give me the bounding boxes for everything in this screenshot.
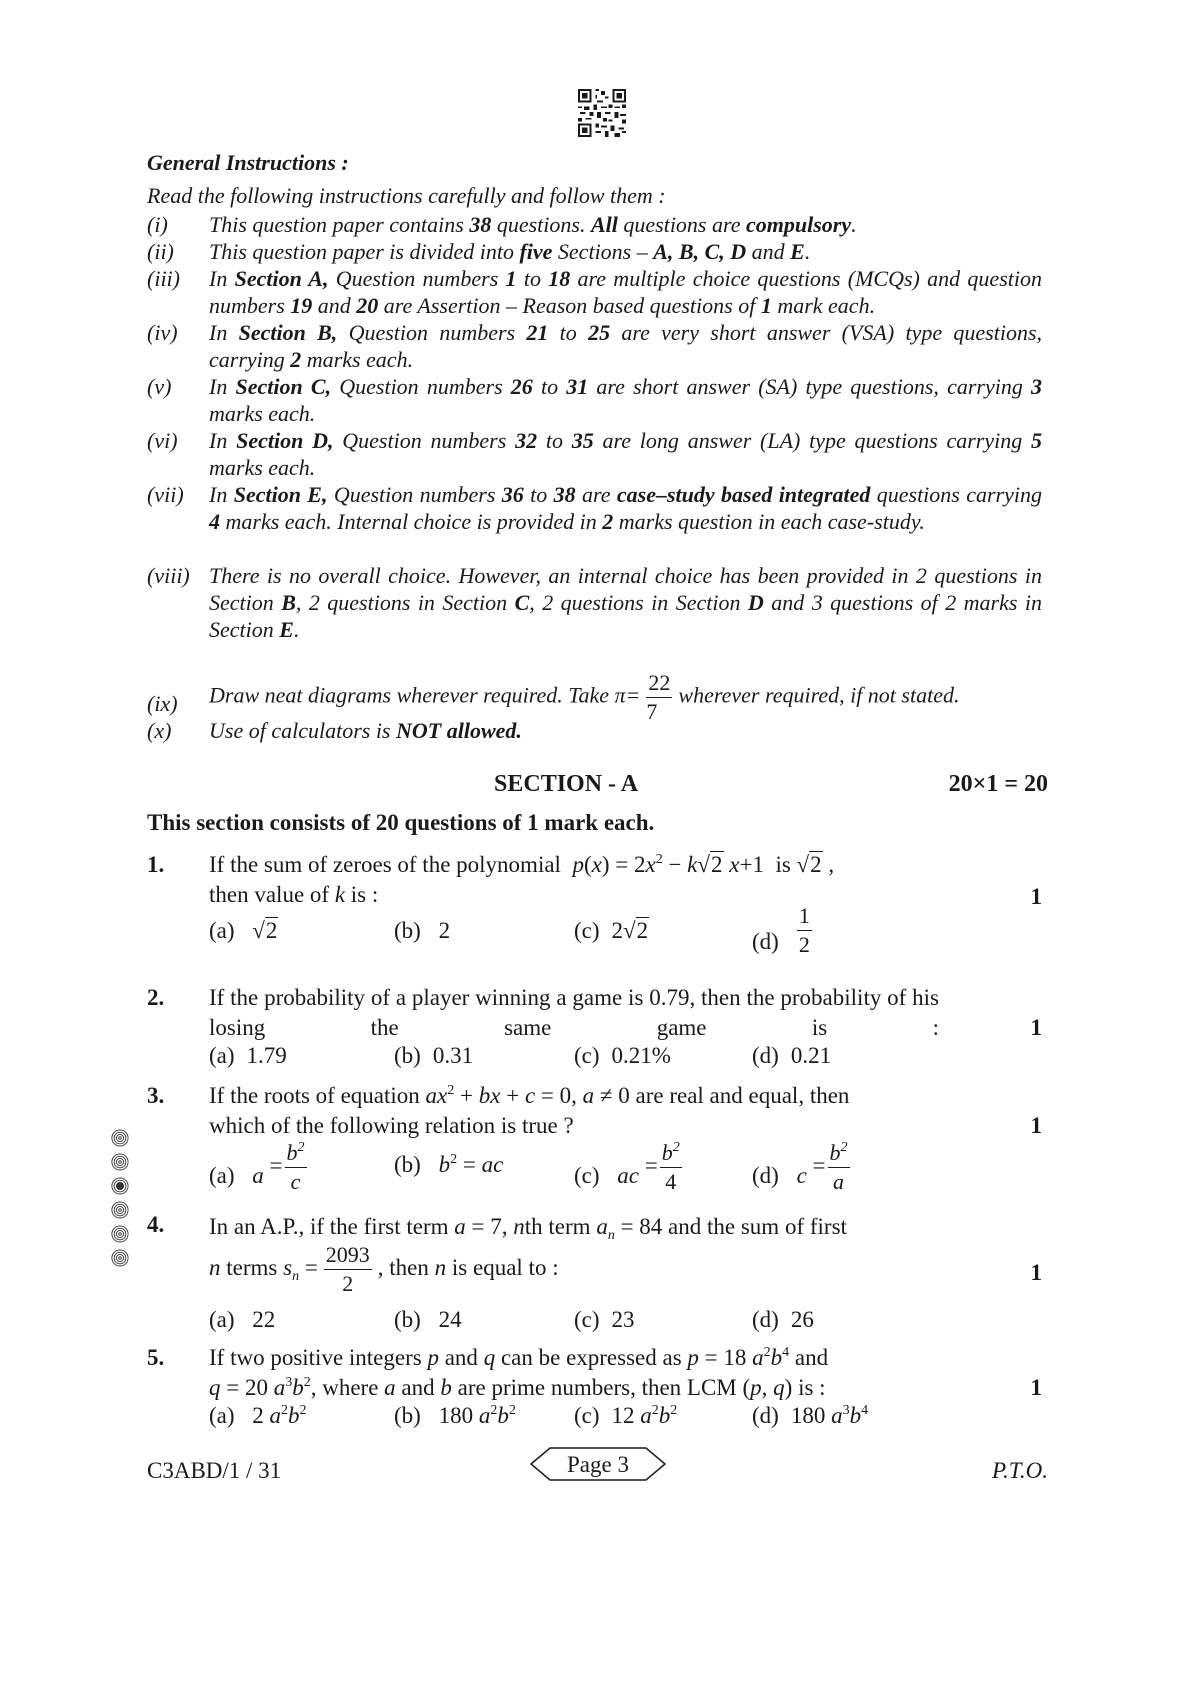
option-b[interactable]: (b) 24 [394,1307,462,1332]
option-c[interactable]: (c) 0.21% [574,1043,671,1068]
instruction-item: (ii) This question paper is divided into five Sections – A, B, C, D and E. [147,239,811,264]
option-d[interactable]: (d) 26 [752,1307,814,1332]
instruction-item: (i) This question paper contains 38 questions. All questions are compulsory. [147,212,857,237]
question-1: 1. If the sum of zeroes of the polynomial $p(x) = 2x^2 - k√2$ x+1 is √2 , then value of k is : 1 [147,850,1042,910]
instructions-intro: Read the following instructions carefully and follow them : [147,183,666,208]
option-a[interactable]: (a) 1.79 [209,1043,287,1068]
question-mark: 1 [1030,1375,1042,1400]
margin-spiral-marks [111,1129,131,1273]
options-q1 [209,903,909,958]
instruction-item: (iv) In Section B, Question numbers 21 to 25 are very short answer (VSA) type questions, carrying 2 marks each. [147,320,1043,372]
instruction-item: (v) In Section C, Question numbers 26 to 31 are short answer (SA) type questions, carrying 3 marks each. [147,374,1042,426]
option-d[interactable]: (d) $\frac{1}{2}$ [752,903,810,957]
paper-code: C3ABD/1 / 31 [147,1458,282,1483]
instruction-item: (viii) There is no overall choice. However, an internal choice has been provided in 2 questions in Section B, 2 questions in Section C, 2 questions in Section D and 3 questions of 2 marks in Section E. [147,563,1042,642]
question-mark: 1 [1030,884,1042,909]
option-b[interactable]: (b) 2 [394,918,451,943]
section-title: SECTION - A [494,771,639,797]
options-q5 [209,1403,909,1443]
options-q3 [209,1142,909,1200]
spiral-icon [111,1153,129,1171]
question-4: 4. In an A.P., if the first term a = 7, nth term $a_n = 84$ and the sum of first n terms $s_n$ = $\frac{2093}{2}$ , then n is equal to : 1 [147,1212,1042,1296]
spiral-icon [111,1201,129,1219]
question-2: 2. If the probability of a player winning a game is 0.79, then the probability of his losing the same game is : 1 [147,983,1042,1043]
spiral-icon [111,1129,129,1147]
pi-fraction: $\frac{22}{7}$ [646,670,671,724]
option-a[interactable]: (a) a = $\frac{b^2}{c}$ [209,1140,305,1194]
spiral-filled-icon [111,1177,129,1195]
instruction-item: (iii) In Section A, Question numbers 1 to 18 are multiple choice questions (MCQs) and question numbers 19 and 20 are Assertion – Reason based questions of 1 mark each. [147,266,1042,318]
option-b[interactable]: (b) 0.31 [394,1043,474,1068]
options-q4 [209,1307,909,1347]
option-a[interactable]: (a) √2 [209,918,278,943]
qr-code-icon [578,89,626,137]
instruction-item: (x) Use of calculators is NOT allowed. [147,718,522,743]
spiral-icon [111,1249,129,1267]
option-c[interactable]: (c) 23 [574,1307,635,1332]
option-b[interactable]: (b) 180 $a^2b^2$ [394,1403,516,1428]
question-mark: 1 [1030,1113,1042,1138]
option-b[interactable]: (b) $b^2$ = ac [394,1152,504,1177]
option-c[interactable]: (c) 2√2 [574,918,649,943]
option-c[interactable]: (c) ac = $\frac{b^2}{4}$ [574,1140,680,1194]
question-mark: 1 [1030,1260,1042,1285]
instruction-item: (vii) In Section E, Question numbers 36 to 38 are case–study based integrated questions carrying 4 marks each. Internal choice is provided in 2 marks question in each case-study. [147,482,1042,534]
option-d[interactable]: (d) 180 $a^3b^4$ [752,1403,869,1428]
section-marks: 20×1 = 20 [948,771,1048,797]
options-q2 [209,1043,909,1083]
option-d[interactable]: (d) 0.21 [752,1043,832,1068]
question-5: 5. If two positive integers p and q can be expressed as p = 18 $a^2b^4$ and q = 20 $a^3b^2$, where a and b are prime numbers, then LCM (p, q) is : 1 [147,1343,1042,1403]
instruction-item: (ix) Draw neat diagrams wherever required. Take π= $\frac{22}{7}$ wherever required, if not stated. [147,670,960,724]
please-turn-over: P.T.O. [991,1458,1048,1483]
question-mark: 1 [1030,1015,1042,1040]
section-description: This section consists of 20 questions of 1 mark each. [147,810,655,835]
option-c[interactable]: (c) 12 $a^2b^2$ [574,1403,678,1428]
question-3: 3. If the roots of equation $ax^2$ + bx + c = 0, a ≠ 0 are real and equal, then which of the following relation is true ? 1 [147,1081,1042,1141]
instructions-title: General Instructions : [147,150,349,175]
instruction-item: (vi) In Section D, Question numbers 32 to 35 are long answer (LA) type questions carrying 5 marks each. [147,428,1042,480]
spiral-icon [111,1225,129,1243]
option-a[interactable]: (a) 2 $a^2b^2$ [209,1403,307,1428]
page-number-badge: Page 3 [530,1446,666,1482]
option-a[interactable]: (a) 22 [209,1307,276,1332]
option-d[interactable]: (d) c = $\frac{b^2}{a}$ [752,1140,848,1194]
